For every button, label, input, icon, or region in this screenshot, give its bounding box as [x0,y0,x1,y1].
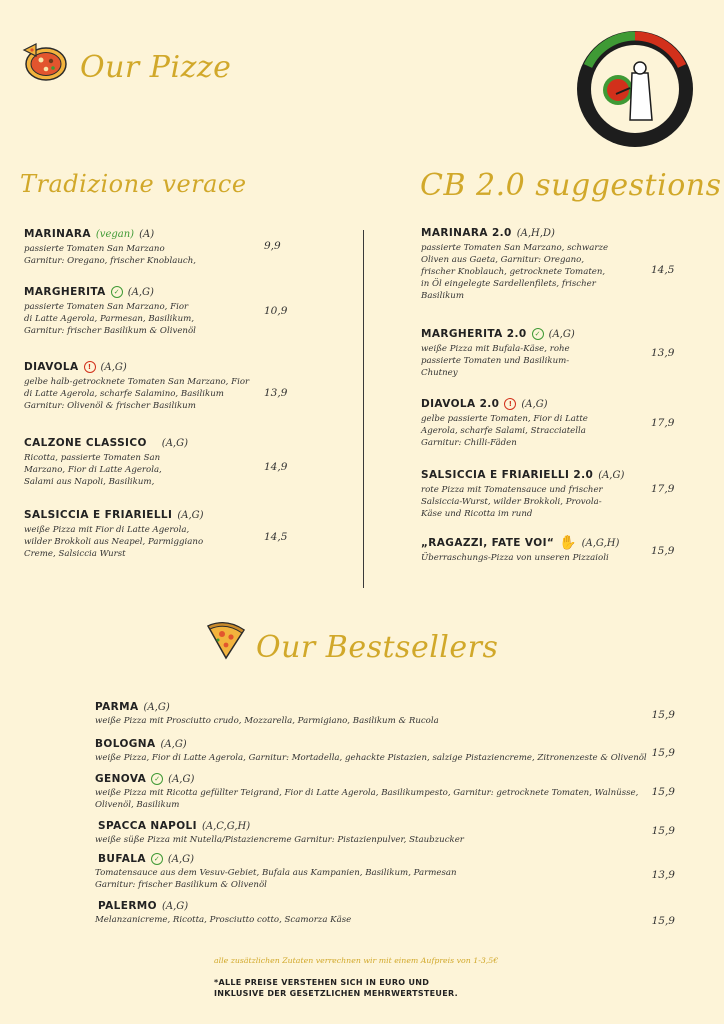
item-description: Garnitur: frischer Basilikum & Olivenöl [24,326,196,336]
item-description: Salami aus Napoli, Basilikum, [24,477,155,487]
item-description: passierte Tomaten San Marzano [24,244,165,254]
item-price: 15,9 [651,545,675,557]
item-name: SALSICCIA E FRIARIELLI [24,509,173,521]
item-price: 17,9 [651,483,675,495]
item-description: weiße Pizza mit Prosciutto crudo, Mozzarella, Parmigiano, Basilikum & Rucola [95,716,439,726]
allergen-codes: (A,G) [161,437,188,449]
allergen-codes: (A,G) [127,286,154,298]
item-description: gelbe halb-getrocknete Tomaten San Marzano, Fior [24,377,250,387]
item-name: MARINARA 2.0 [421,227,512,239]
item-description: passierte Tomaten und Basilikum- [421,356,570,366]
item-price: 14,5 [264,531,288,543]
avpn-logo [574,28,696,150]
allergen-codes: (A,G) [100,361,127,373]
item-name: DIAVOLA 2.0 [421,398,500,410]
item-description: rote Pizza mit Tomatensauce und frischer [421,485,603,495]
bestseller-spacca-napoli [95,820,675,846]
item-name: CALZONE CLASSICO [24,437,147,449]
item-description: passierte Tomaten San Marzano, Fior [24,302,189,312]
price-disclaimer [214,977,458,999]
spicy-icon: ! [504,398,516,410]
item-price: 15,9 [651,915,675,927]
item-name: „RAGAZZI, FATE VOI“ [421,537,555,549]
allergen-codes: (A,C,G,H) [201,820,251,832]
vegetarian-leaf-icon: ✓ [151,853,163,865]
column-divider [363,230,364,588]
pizza-icon [22,42,68,82]
section-title-bestsellers: Our Bestsellers [256,630,499,665]
allergen-codes: (A,G) [598,469,625,481]
item-description: Käse und Ricotta im rund [421,509,533,519]
item-description: Garnitur: Oregano, frischer Knoblauch, [24,256,196,266]
menu-item-salsiccia [24,509,354,560]
item-description: di Latte Agerola, scharfe Salamino, Basilikum [24,389,224,399]
allergen-codes: (A,G) [160,738,187,750]
item-price: 15,9 [651,709,675,721]
pizza-slice-icon [204,620,246,660]
item-price: 17,9 [651,417,675,429]
item-price: 14,9 [264,461,288,473]
item-description: Marzano, Fior di Latte Agerola, [24,465,162,475]
item-name: DIAVOLA [24,361,79,373]
vegan-label: (vegan) [95,228,135,240]
item-description: Garnitur: frischer Basilikum & Olivenöl [95,880,267,890]
item-name: GENOVA [95,773,147,785]
item-description: weiße Pizza mit Bufala-Käse, rohe [421,344,570,354]
allergen-codes: (A,H,D) [516,227,555,239]
item-name: MARGHERITA [24,286,106,298]
item-description: Olivenöl, Basilikum [95,800,180,810]
bestseller-bologna [95,738,675,764]
item-description: Creme, Salsiccia Wurst [24,549,126,559]
item-description: Tomatensauce aus dem Vesuv-Gebiet, Bufala aus Kampanien, Basilikum, Parmesan [95,868,457,878]
item-price: 10,9 [264,305,288,317]
item-name: PALERMO [98,900,157,912]
allergen-codes: (A,G) [161,900,189,912]
item-description: weiße süße Pizza mit Nutella/Pistaziencreme Garnitur: Pistazienpulver, Staubzucker [95,835,464,845]
item-price: 15,9 [651,747,675,759]
bestseller-parma [95,701,675,727]
menu-item-ragazzi [421,537,681,564]
italian-hand-icon: ✋ [559,535,577,551]
item-description: weiße Pizza, Fior di Latte Agerola, Garnitur: Mortadella, gehackte Pistazien, salzige Pistaziencreme, Zitronenzeste & Olivenöl [95,753,647,763]
item-description: Garnitur: Chilli-Fäden [421,438,517,448]
item-name: MARGHERITA 2.0 [421,328,527,340]
item-price: 13,9 [264,387,288,399]
item-name: SALSICCIA E FRIARIELLI 2.0 [421,469,594,481]
menu-item-margherita-2 [421,328,681,379]
allergen-codes: (A) [139,228,155,240]
item-description: Melanzanicreme, Ricotta, Prosciutto cotto, Scamorza Käse [95,915,352,925]
menu-item-diavola-2 [421,398,681,449]
item-price: 9,9 [264,240,281,252]
vegetarian-leaf-icon: ✓ [111,286,123,298]
allergen-codes: (A,G) [143,701,170,713]
item-description: Ricotta, passierte Tomaten San [24,453,161,463]
allergen-codes: (A,G) [168,773,195,785]
menu-item-calzone [24,437,354,488]
item-name: BOLOGNA [95,738,156,750]
item-price: 15,9 [651,825,675,837]
item-name: MARINARA [24,228,91,240]
item-price: 15,9 [651,786,675,798]
item-description: Garnitur: Olivenöl & frischer Basilikum [24,401,196,411]
vegetarian-leaf-icon: ✓ [151,773,163,785]
allergen-codes: (A,G) [167,853,195,865]
item-description: wilder Brokkoli aus Neapel, Parmiggiano [24,537,204,547]
bestseller-palermo [95,900,675,926]
allergen-codes: (A,G) [177,509,204,521]
vegetarian-leaf-icon: ✓ [532,328,544,340]
item-description: Agerola, scharfe Salami, Stracciatella [421,426,586,436]
item-description: gelbe passierte Tomaten, Fior di Latte [421,414,588,424]
item-price: 13,9 [651,347,675,359]
menu-item-diavola [24,361,354,412]
menu-item-salsiccia-2 [421,469,681,520]
item-description: Chutney [421,368,458,378]
allergen-codes: (A,G) [548,328,575,340]
item-name: PARMA [95,701,139,713]
item-price: 13,9 [651,869,675,881]
bestseller-genova [95,773,675,811]
item-description: Salsiccia-Wurst, wilder Brokkoli, Provola- [421,497,602,507]
menu-item-marinara-2 [421,227,681,302]
disclaimer-line: INKLUSIVE DER GESETZLICHEN MEHRWERTSTEUER. [214,989,458,998]
disclaimer-line: *ALLE PREISE VERSTEHEN SICH IN EURO UND [214,978,430,987]
item-price: 14,5 [651,264,675,276]
item-description: weiße Pizza mit Ricotta gefüllter Teigrand, Fior di Latte Agerola, Basilikumpesto, Garnitur: getrocknete Tomaten, Walnüsse, [95,788,639,798]
section-title-cb: CB 2.0 suggestions [420,168,722,203]
menu-item-margherita [24,286,354,337]
item-name: BUFALA [98,853,146,865]
item-description: Basilikum [421,291,464,301]
page-title: Our Pizze [80,50,232,85]
bestseller-bufala [95,853,675,891]
extra-toppings-note: alle zusätzlichen Zutaten verrechnen wir mit einem Aufpreis von 1-3,5€ [214,956,499,965]
menu-item-marinara [24,228,354,267]
item-description: weiße Pizza mit Fior di Latte Agerola, [24,525,190,535]
spicy-icon: ! [84,361,96,373]
allergen-codes: (A,G,H) [581,537,620,549]
item-description: di Latte Agerola, Parmesan, Basilikum, [24,314,195,324]
item-description: Überraschungs-Pizza von unseren Pizzaioli [421,553,609,563]
item-description: Oliven aus Gaeta, Garnitur: Oregano, [421,255,585,265]
allergen-codes: (A,G) [521,398,548,410]
item-description: in Öl eingelegte Sardellenfilets, frischer [421,279,596,289]
item-description: frischer Knoblauch, getrocknete Tomaten, [421,267,606,277]
item-name: SPACCA NAPOLI [98,820,197,832]
item-description: passierte Tomaten San Marzano, schwarze [421,243,609,253]
section-title-tradizione: Tradizione verace [20,170,247,198]
